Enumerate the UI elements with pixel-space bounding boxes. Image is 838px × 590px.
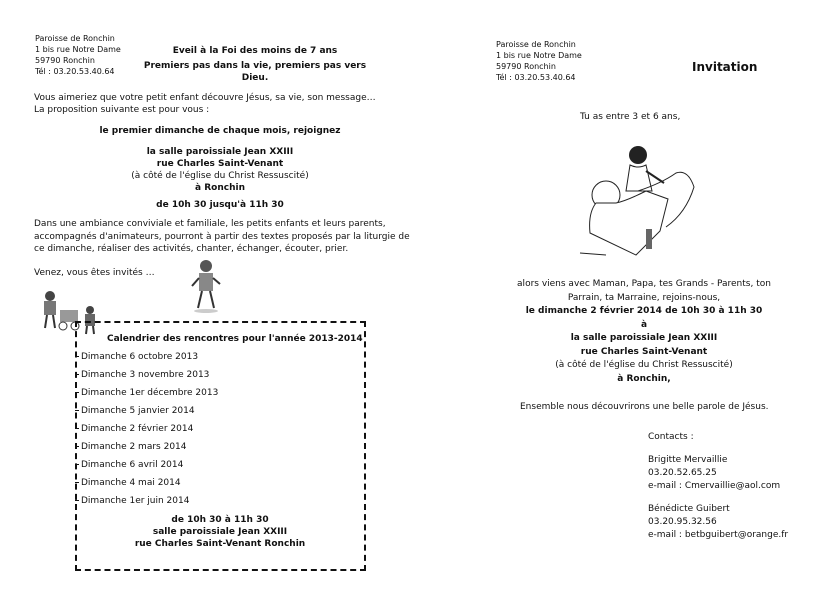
invitation-title: Invitation	[692, 60, 758, 74]
child-playing-illustration	[188, 258, 224, 314]
calendar-footer-room: salle paroissiale Jean XXIII	[152, 527, 288, 537]
left-parish-street: 1 bis rue Notre Dame	[35, 45, 121, 54]
left-parish-phone: Tél : 03.20.53.40.64	[35, 67, 115, 76]
contact-2-name: Bénédicte Guibert	[648, 504, 730, 514]
contact-1-name: Brigitte Mervaillie	[648, 455, 728, 465]
schedule-line-5: à Ronchin	[195, 183, 245, 193]
body-line-6: rue Charles Saint-Venant	[580, 346, 708, 357]
body-line-1: alors viens avec Maman, Papa, tes Grands - Parents, ton	[517, 279, 771, 289]
calendar-date: Dimanche 2 mars 2014	[75, 441, 218, 459]
contact-1-email: e-mail : Cmervaillie@aol.com	[648, 481, 781, 491]
contact-1-phone: 03.20.52.65.25	[648, 468, 717, 478]
right-parish-phone: Tél : 03.20.53.40.64	[496, 73, 576, 82]
body-line-3: le dimanche 2 février 2014 de 10h 30 à 11h 30	[525, 306, 763, 316]
calendar-footer-street: rue Charles Saint-Venant Ronchin	[134, 539, 306, 549]
left-parish-city: 59790 Ronchin	[35, 56, 95, 65]
body-line-2: Parrain, ta Marraine, rejoins-nous,	[567, 292, 721, 303]
right-parish-address	[496, 39, 616, 83]
body-line-7: (à côté de l'église du Christ Ressuscité)	[555, 360, 733, 370]
contacts-label: Contacts :	[648, 432, 694, 442]
calendar-date: Dimanche 2 février 2014	[75, 423, 218, 441]
left-invite: Venez, vous êtes invités …	[34, 268, 155, 278]
right-parish-name: Paroisse de Ronchin	[496, 40, 576, 49]
schedule-line-6: de 10h 30 jusqu'à 11h 30	[156, 200, 284, 210]
calendar-date: Dimanche 6 octobre 2013	[75, 351, 218, 369]
calendar-date: Dimanche 1er juin 2014	[75, 495, 218, 513]
left-intro-1: Vous aimeriez que votre petit enfant découvre Jésus, sa vie, son message…	[34, 93, 376, 103]
schedule-line-3: rue Charles Saint-Venant	[156, 159, 284, 169]
calendar-date: Dimanche 6 avril 2014	[75, 459, 218, 477]
left-title-line2: Premiers pas dans la vie, premiers pas vers Dieu.	[143, 61, 367, 83]
schedule-line-1: le premier dimanche de chaque mois, rejoignez	[99, 126, 341, 136]
left-parish-name: Paroisse de Ronchin	[35, 34, 115, 43]
left-schedule	[90, 125, 350, 211]
calendar-date: Dimanche 1er décembre 2013	[75, 387, 218, 405]
right-parish-city: 59790 Ronchin	[496, 62, 556, 71]
left-intro	[34, 92, 414, 116]
calendar-title: Calendrier des rencontres pour l'année 2013-2014	[107, 334, 363, 344]
left-intro-2: La proposition suivante est pour vous :	[34, 105, 210, 115]
right-body	[504, 278, 784, 386]
body-line-4: à	[640, 319, 648, 330]
body-line-8: à Ronchin,	[617, 373, 671, 384]
left-title-line1: Eveil à la Foi des moins de 7 ans	[172, 46, 338, 56]
calendar-footer-time: de 10h 30 à 11h 30	[171, 515, 269, 525]
calendar-footer	[100, 514, 340, 550]
body-line-5: la salle paroissiale Jean XXIII	[570, 333, 718, 343]
left-title	[130, 45, 380, 84]
schedule-line-2: la salle paroissiale Jean XXIII	[146, 147, 294, 157]
contact-2-email: e-mail : betbguibert@orange.fr	[648, 530, 789, 540]
calendar-date: Dimanche 3 novembre 2013	[75, 369, 218, 387]
calendar-date: Dimanche 5 janvier 2014	[75, 405, 218, 423]
contact-2-phone: 03.20.95.32.56	[648, 517, 717, 527]
left-paragraph: Dans une ambiance conviviale et familiale, les petits enfants et leurs parents, accompagnés d'animateurs, pourront à partir des textes proposés par la liturgie de ce dimanche, réaliser des activités, chanter, échanger, écouter, prier.	[34, 219, 410, 254]
schedule-line-4: (à côté de l'église du Christ Ressuscité)	[131, 171, 309, 181]
closing-line: Ensemble nous découvrirons une belle parole de Jésus.	[520, 402, 769, 412]
contact-1	[648, 454, 780, 493]
calendar-date: Dimanche 4 mai 2014	[75, 477, 218, 495]
right-parish-street: 1 bis rue Notre Dame	[496, 51, 582, 60]
calendar-dates	[75, 351, 218, 513]
contact-2	[648, 503, 788, 542]
father-child-illustration	[576, 143, 702, 261]
age-line: Tu as entre 3 et 6 ans,	[580, 112, 681, 122]
